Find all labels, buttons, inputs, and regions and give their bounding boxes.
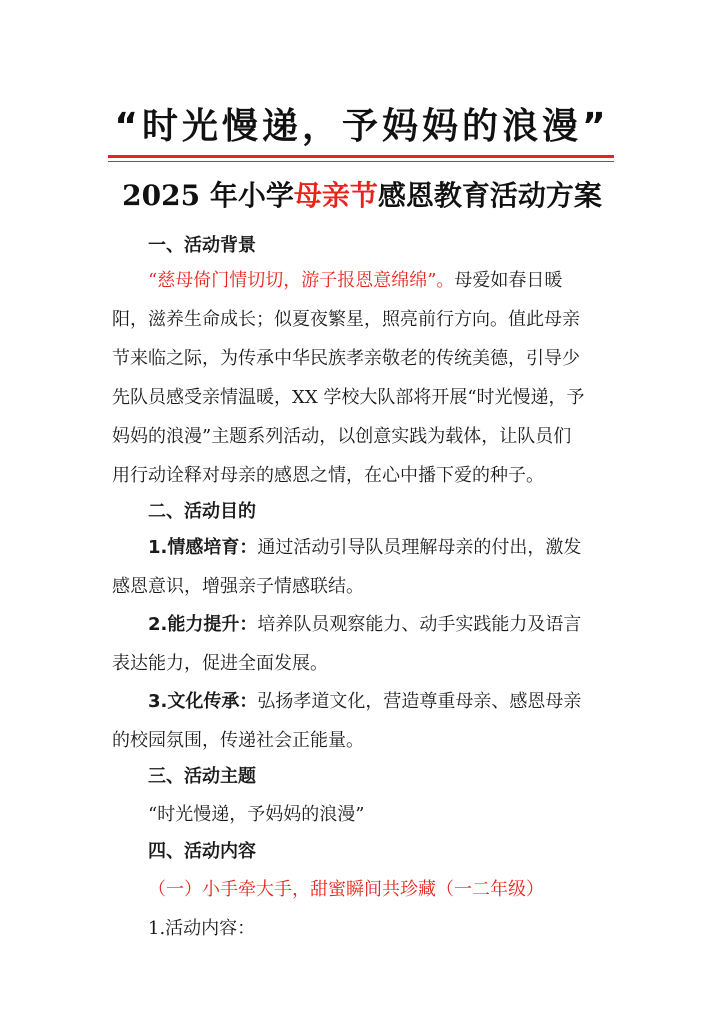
paragraph-line: 先队员感受亲情温暖，XX 学校大队部将开展“时光慢递，予: [112, 387, 585, 408]
list-item-label: 1.情感培育：: [148, 537, 258, 558]
list-item-label: 3.文化传承：: [148, 691, 258, 712]
list-item: [148, 687, 614, 713]
paragraph-text: 母爱如春日暖: [454, 270, 563, 291]
subsection-heading: （一）小手牵大手，甜蜜瞬间共珍藏（一二年级）: [148, 879, 544, 900]
paragraph-line: 阳，滋养生命成长；似夏夜繁星，照亮前行方向。值此母亲: [112, 309, 580, 330]
paragraph-line: 妈妈的浪漫”主题系列活动，以创意实践为载体，让队员们: [112, 426, 572, 447]
list-item: 1.活动内容：: [148, 918, 256, 939]
section-heading-content: 四、活动内容: [148, 841, 256, 862]
document-subtitle: [0, 174, 724, 214]
theme-text: “时光慢递，予妈妈的浪漫”: [148, 804, 365, 825]
list-item-continuation: 表达能力，促进全面发展。: [112, 653, 328, 674]
list-item-text: 弘扬孝道文化，营造尊重母亲、感恩母亲: [257, 691, 582, 712]
quote-text: “慈母倚门情切切，游子报恩意绵绵”。: [148, 270, 455, 291]
list-item-text: 通过活动引导队员理解母亲的付出，激发: [257, 537, 582, 558]
section-heading-theme: 三、活动主题: [148, 766, 256, 787]
paragraph-line: [148, 266, 614, 292]
subtitle-highlight: 母亲节: [293, 179, 378, 212]
subtitle-year-part: 2025 年小学: [122, 179, 294, 212]
list-item-continuation: 的校园氛围，传递社会正能量。: [112, 730, 364, 751]
title-divider-thin: [108, 161, 614, 162]
section-heading-purpose: 二、活动目的: [148, 501, 256, 522]
document-title: “时光慢递，予妈妈的浪漫”: [114, 106, 610, 147]
list-item: [148, 533, 614, 559]
list-item: [148, 610, 614, 636]
list-item-label: 2.能力提升：: [148, 614, 258, 635]
paragraph-line: 节来临之际，为传承中华民族孝亲敬老的传统美德，引导少: [112, 348, 580, 369]
list-item-continuation: 感恩意识，增强亲子情感联结。: [112, 576, 364, 597]
subtitle-rest: 感恩教育活动方案: [377, 179, 602, 212]
title-divider-thick: [108, 155, 614, 158]
list-item-text: 培养队员观察能力、动手实践能力及语言: [257, 614, 582, 635]
paragraph-line: 用行动诠释对母亲的感恩之情，在心中播下爱的种子。: [112, 465, 544, 486]
section-heading-background: 一、活动背景: [148, 235, 256, 256]
